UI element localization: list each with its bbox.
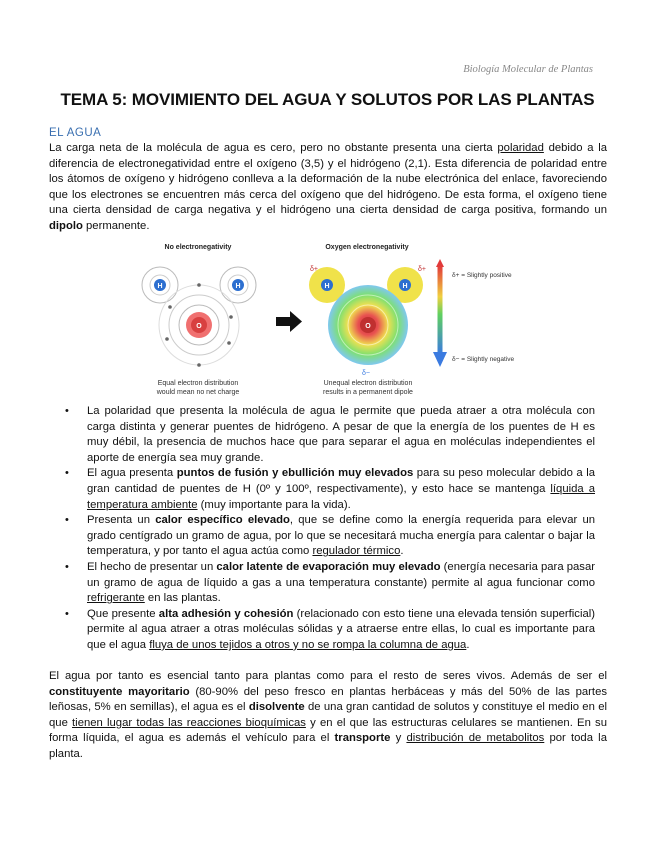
conclusion-paragraph: El agua por tanto es esencial tanto para plantas como para el resto de seres vivos. Además de ser el constituyente mayoritario (80-90% del peso fresco en plantas herbáceas y más del 50% de las partes leñosas, 5% en semillas), el agua es el disolvente de una gran cantidad de solutos y constituye el medio en el que tienen lugar todas las reacciones bioquímicas y en el que las estructuras celulares se mantienen. En su forma líquida, el agua es además el vehículo para el transporte y distribución de metabolitos por toda la planta. <box>49 670 608 760</box>
left-h1-label: H <box>157 283 163 290</box>
list-item: • El agua presenta puntos de fusión y ebullición muy elevados para su peso molecular debido a la gran cantidad de puentes de H (0º y 100º, respectivamente), y esto hace se mantenga líquida a temperatura ambiente (muy importante para la vida). <box>63 466 595 513</box>
delta-plus-left: δ+ <box>310 266 318 273</box>
dipole-term: dipolo <box>49 219 83 232</box>
right-caption-2: results in a permanent dipole <box>323 389 413 396</box>
left-h2-label: H <box>235 283 241 290</box>
left-caption-2: would mean no net charge <box>156 389 240 396</box>
charge-scale-arrow <box>433 259 447 367</box>
section-heading: EL AGUA <box>49 127 102 139</box>
delta-plus-right: δ+ <box>418 266 426 273</box>
right-caption-1: Unequal electron distribution <box>323 380 413 387</box>
right-figure-title: Oxygen electronegativity <box>325 244 409 251</box>
right-h2-label: H <box>402 283 408 290</box>
header-subject: Biología Molecular de Plantas <box>463 64 593 75</box>
left-o-label: O <box>196 323 202 330</box>
right-o-label: O <box>365 323 371 330</box>
list-item: • Presenta un calor específico elevado, que se define como la energía requerida para elevar un grado centígrado un gramo de agua, por lo que se necesitará mucha energía para calentar o bajar la temperatura, y por tanto el agua actúa como regulador térmico. <box>63 513 595 560</box>
right-molecule <box>309 266 426 377</box>
list-item: • La polaridad que presenta la molécula de agua le permite que pueda atraer a otra molécula con carga distinta y generar puentes de hidrógeno. A pesar de que la energía de los puentes de H es muy débil, la presencia de muchos hace que para separar el agua en moléculas independientes el aporte de energía sea muy grande. <box>63 404 595 466</box>
list-item: • El hecho de presentar un calor latente de evaporación muy elevado (energía necesaria para pasar un gramo de agua de líquido a gas a una temperatura constante) permite al agua funcionar como refrigerante en las plantas. <box>63 560 595 607</box>
left-molecule <box>142 267 256 367</box>
scale-positive-label: δ+ = Slightly positive <box>452 272 512 279</box>
scale-negative-label: δ− = Slightly negative <box>452 356 515 363</box>
right-h1-label: H <box>324 283 330 290</box>
transition-arrow-icon <box>276 311 302 332</box>
polarity-term: polaridad <box>497 142 544 154</box>
page-title: TEMA 5: MOVIMIENTO DEL AGUA Y SOLUTOS POR LAS PLANTAS <box>60 90 595 109</box>
left-caption-1: Equal electron distribution <box>157 380 239 387</box>
intro-paragraph: La carga neta de la molécula de agua es cero, pero no obstante presenta una cierta polaridad debido a la diferencia de electronegatividad entre el oxígeno (3,5) y el hidrógeno (2,1). Esta diferencia de polaridad entre los átomos de oxígeno y hidrógeno conlleva a la deformación de la nube electrónica del enlace, favoreciendo que los electrones se encuentren más cerca del oxígeno que del hidrógeno. De esta forma, el oxígeno tiene una cierta densidad de carga negativa y el hidrógeno una cierta densidad de carga positiva, formando un dipolo permanente. <box>49 142 607 232</box>
water-polarity-figure <box>140 239 540 399</box>
list-item: • Que presente alta adhesión y cohesión (relacionado con esto tiene una elevada tensión superficial) permite al agua atraer a otras moléculas sólidas y a atraerse entre ellas, lo cual es importante para que el agua fluya de unos tejidos a otros y no se rompa la columna de agua. <box>63 607 595 654</box>
delta-minus: δ− <box>362 370 370 377</box>
left-figure-title: No electronegativity <box>164 244 232 251</box>
properties-list <box>63 404 595 654</box>
